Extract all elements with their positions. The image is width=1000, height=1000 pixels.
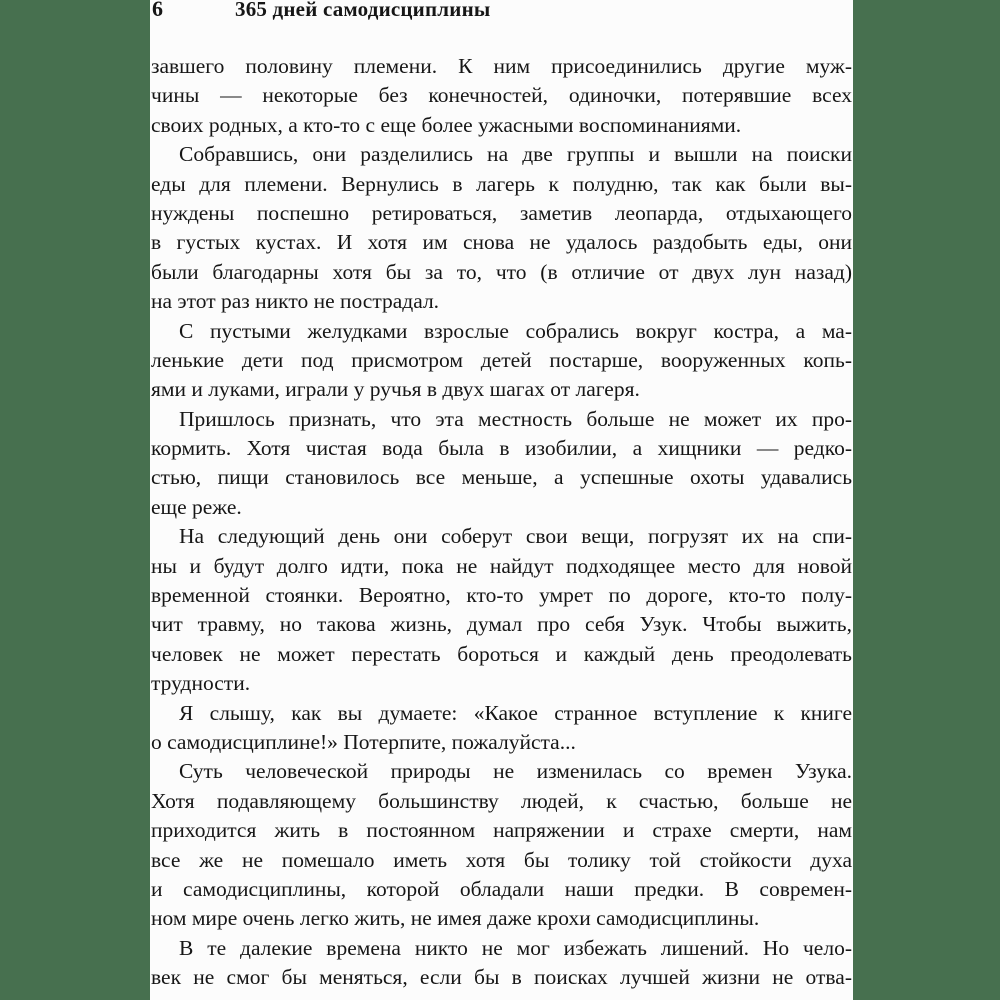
text-line: век не смог бы меняться, если бы в поисках лучшей жизни не отва- [151,965,852,990]
text-line: и самодисциплины, которой обладали наши предки. В современ- [151,876,852,901]
text-line: трудности. [151,671,251,696]
text-line: стью, пищи становилось все меньше, а успешные охоты удавались [151,465,852,490]
text-line: в густых кустах. И хотя им снова не удалось раздобыть еды, они [151,230,852,255]
text-line: приходится жить в постоянном напряжении и страхе смерти, нам [151,818,852,843]
paragraph [151,405,852,523]
text-line: ном мире очень легко жить, не имея даже крохи самодисциплины. [151,906,760,931]
book-page [150,0,853,1000]
paragraph [151,934,852,993]
text-line: ны и будут долго идти, пока не найдут подходящее место для новой [151,553,852,578]
paragraph [151,140,852,316]
page-body [151,52,852,993]
text-line: были благодарны хотя бы за то, что (в отличие от двух лун назад) [151,259,852,284]
text-line: чины — некоторые без конечностей, одиночки, потерявшие всех [151,83,852,108]
text-line: Суть человеческой природы не изменилась со времен Узука. [179,759,852,784]
text-line: С пустыми желудками взрослые собрались вокруг костра, а ма- [179,318,852,343]
text-line: На следующий день они соберут свои вещи, погрузят их на спи- [179,524,852,549]
paragraph [151,52,852,140]
text-line: ями и луками, играли у ручья в двух шагах от лагеря. [151,377,640,402]
paragraph [151,317,852,405]
text-line: своих родных, а кто-то с еще более ужасными воспоминаниями. [151,112,742,137]
text-line: завшего половину племени. К ним присоединились другие муж- [151,54,852,78]
text-line: Собравшись, они разделились на две группы и вышли на поиски [179,142,852,167]
page-number: 6 [152,0,163,21]
text-line: о самодисциплине!» Потерпите, пожалуйста... [151,729,576,754]
paragraph [151,757,852,933]
text-line: еще реже. [151,494,242,519]
text-line: еды для племени. Вернулись в лагерь к полудню, так как были вы- [151,171,852,196]
text-line: Я слышу, как вы думаете: «Какое странное вступление к книге [179,700,852,725]
text-line: Пришлось признать, что эта местность больше не может их про- [179,406,852,431]
text-line: все же не помешало иметь хотя бы толику той стойкости духа [151,847,852,872]
text-line: человек не может перестать бороться и каждый день преодолевать [151,641,852,666]
running-title: 365 дней самодисциплины [235,0,491,21]
text-line: В те далекие времена никто не мог избежать лишений. Но чело- [179,935,852,960]
text-line: ленькие дети под присмотром детей постарше, вооруженных копь- [151,347,852,372]
text-line: временной стоянки. Вероятно, кто-то умрет по дороге, кто-то полу- [151,583,852,608]
paragraph [151,522,852,698]
text-line: Хотя подавляющему большинству людей, к счастью, больше не [151,788,852,813]
paragraph [151,699,852,758]
page-header [151,0,852,26]
text-line: чит травму, но такова жизнь, думал про себя Узук. Чтобы выжить, [151,612,852,637]
text-line: кормить. Хотя чистая вода была в изобилии, а хищники — редко- [151,436,852,461]
text-line: нуждены поспешно ретироваться, заметив леопарда, отдыхающего [151,200,852,225]
text-line: на этот раз никто не пострадал. [151,289,440,314]
